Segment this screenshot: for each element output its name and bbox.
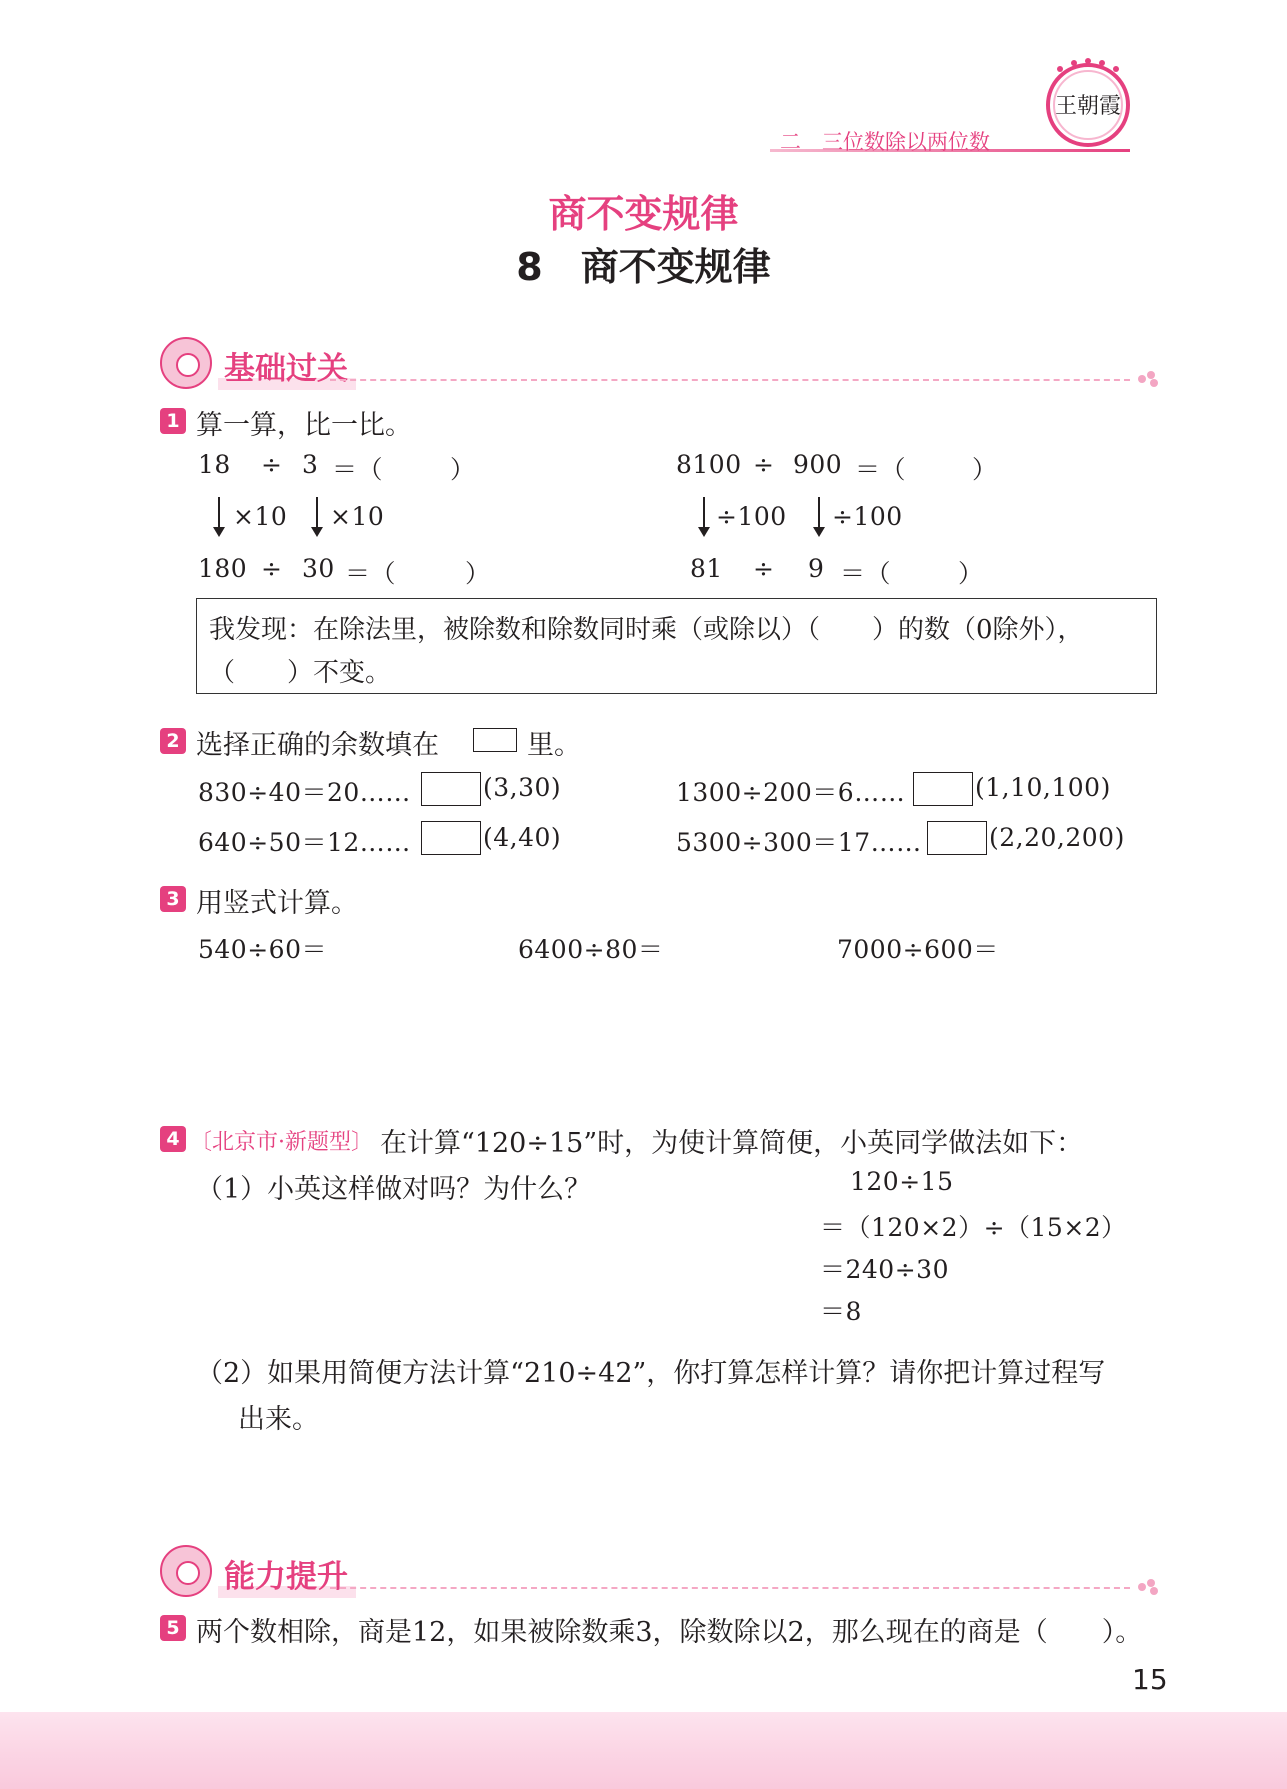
q1-right-op1: ÷100 bbox=[716, 502, 787, 531]
q2-title-before: 选择正确的余数填在 bbox=[196, 730, 439, 761]
q4-sub2-line-2: 出来。 bbox=[238, 1404, 319, 1435]
question-number-5: 5 bbox=[160, 1615, 186, 1641]
q1-right-close: ） bbox=[972, 455, 998, 484]
q1-right-close-2: ） bbox=[958, 559, 984, 588]
unit-title: 商不变规律 bbox=[548, 192, 739, 236]
q2-item-3-expr: 640÷50＝12…… bbox=[198, 828, 411, 857]
lesson-title: 8 商不变规律 bbox=[516, 245, 771, 289]
question-number-2: 2 bbox=[160, 728, 186, 754]
remainder-answer-box[interactable] bbox=[913, 772, 973, 806]
q1-left-divisor: 3 bbox=[302, 450, 319, 479]
q1-right-op2: ÷100 bbox=[832, 502, 903, 531]
q1-left-div-sign-2: ÷ bbox=[261, 554, 283, 583]
q2-item-4-expr: 5300÷300＝17…… bbox=[676, 828, 922, 857]
arrow-down-icon bbox=[703, 497, 705, 535]
question-number-3: 3 bbox=[160, 886, 186, 912]
q4-sub1: （1）小英这样做对吗？为什么？ bbox=[196, 1174, 592, 1205]
section-header-basic bbox=[160, 337, 1158, 393]
q2-item-2-options: (1,10,100) bbox=[975, 773, 1111, 802]
q2-item-4-options: (2,20,200) bbox=[989, 823, 1125, 852]
arrow-down-icon bbox=[818, 497, 820, 535]
q3-item-3: 7000÷600＝ bbox=[837, 935, 999, 964]
footer-band bbox=[0, 1712, 1287, 1789]
section-title-advanced: 能力提升 bbox=[224, 1551, 348, 1596]
q1-right-equals: ＝（ bbox=[855, 455, 907, 484]
q1-right-div-sign: ÷ bbox=[753, 450, 775, 479]
q1-right-div-sign-2: ÷ bbox=[753, 554, 775, 583]
q2-item-2-expr: 1300÷200＝6…… bbox=[676, 778, 906, 807]
q1-left-div-sign: ÷ bbox=[261, 450, 283, 479]
q4-title: 在计算“120÷15”时，为使计算简便，小英同学做法如下： bbox=[380, 1128, 1084, 1159]
q3-item-2: 6400÷80＝ bbox=[518, 935, 664, 964]
q2-title-after: 里。 bbox=[527, 730, 581, 761]
q1-left-dividend: 18 bbox=[198, 450, 231, 479]
q4-source-tag: 〔北京市·新题型〕 bbox=[190, 1130, 373, 1155]
section-header-advanced bbox=[160, 1545, 1158, 1601]
q1-right-dividend: 8100 bbox=[676, 450, 742, 479]
q1-left-equals-2: ＝（ bbox=[345, 559, 397, 588]
remainder-answer-box[interactable] bbox=[421, 772, 481, 806]
q1-left-dividend-2: 180 bbox=[198, 554, 248, 583]
discovery-box bbox=[196, 598, 1157, 694]
chapter-title: 二 三位数除以两位数 bbox=[780, 130, 990, 154]
q5-text: 两个数相除，商是12，如果被除数乘3，除数除以2，那么现在的商是（ ）。 bbox=[196, 1617, 1143, 1648]
q1-right-equals-2: ＝（ bbox=[840, 559, 892, 588]
q1-right-divisor-2: 9 bbox=[808, 554, 825, 583]
q4-sub2-line-1: （2）如果用简便方法计算“210÷42”，你打算怎样计算？请你把计算过程写 bbox=[196, 1358, 1106, 1389]
example-answer-box bbox=[473, 728, 517, 752]
q4-work-line-3: ＝240÷30 bbox=[820, 1255, 949, 1284]
brand-logo bbox=[1040, 55, 1136, 151]
question-number-4: 4 bbox=[160, 1126, 186, 1152]
q1-left-close: ） bbox=[450, 455, 476, 484]
mascot-icon bbox=[160, 1545, 212, 1597]
q4-work-line-1: 120÷15 bbox=[850, 1167, 954, 1196]
arrow-down-icon bbox=[218, 497, 220, 535]
discovery-line-1: 我发现：在除法里，被除数和除数同时乘（或除以）（ ）的数（0除外）， bbox=[209, 615, 1084, 645]
remainder-answer-box[interactable] bbox=[927, 821, 987, 855]
svg-text:王朝霞: 王朝霞 bbox=[1054, 94, 1122, 119]
q3-item-1: 540÷60＝ bbox=[198, 935, 327, 964]
q1-left-op1: ×10 bbox=[233, 502, 288, 531]
q4-work-line-2: ＝（120×2）÷（15×2） bbox=[820, 1213, 1127, 1242]
q1-title: 算一算，比一比。 bbox=[196, 410, 412, 441]
q2-item-3-options: (4,40) bbox=[483, 823, 562, 852]
mascot-icon bbox=[160, 337, 212, 389]
remainder-answer-box[interactable] bbox=[421, 821, 481, 855]
q1-right-dividend-2: 81 bbox=[690, 554, 723, 583]
q1-left-divisor-2: 30 bbox=[302, 554, 335, 583]
q4-work-line-4: ＝8 bbox=[820, 1297, 862, 1326]
q1-right-divisor: 900 bbox=[793, 450, 843, 479]
discovery-line-2: （ ）不变。 bbox=[209, 658, 392, 688]
page-number: 15 bbox=[1132, 1663, 1168, 1696]
arrow-down-icon bbox=[316, 497, 318, 535]
q2-item-1-options: (3,30) bbox=[483, 773, 562, 802]
q3-title: 用竖式计算。 bbox=[196, 888, 358, 919]
q1-left-op2: ×10 bbox=[330, 502, 385, 531]
section-title-basic: 基础过关 bbox=[224, 343, 348, 388]
question-number-1: 1 bbox=[160, 408, 186, 434]
q1-left-equals: ＝（ bbox=[332, 455, 384, 484]
q1-left-close-2: ） bbox=[465, 559, 491, 588]
q2-item-1-expr: 830÷40＝20…… bbox=[198, 778, 411, 807]
